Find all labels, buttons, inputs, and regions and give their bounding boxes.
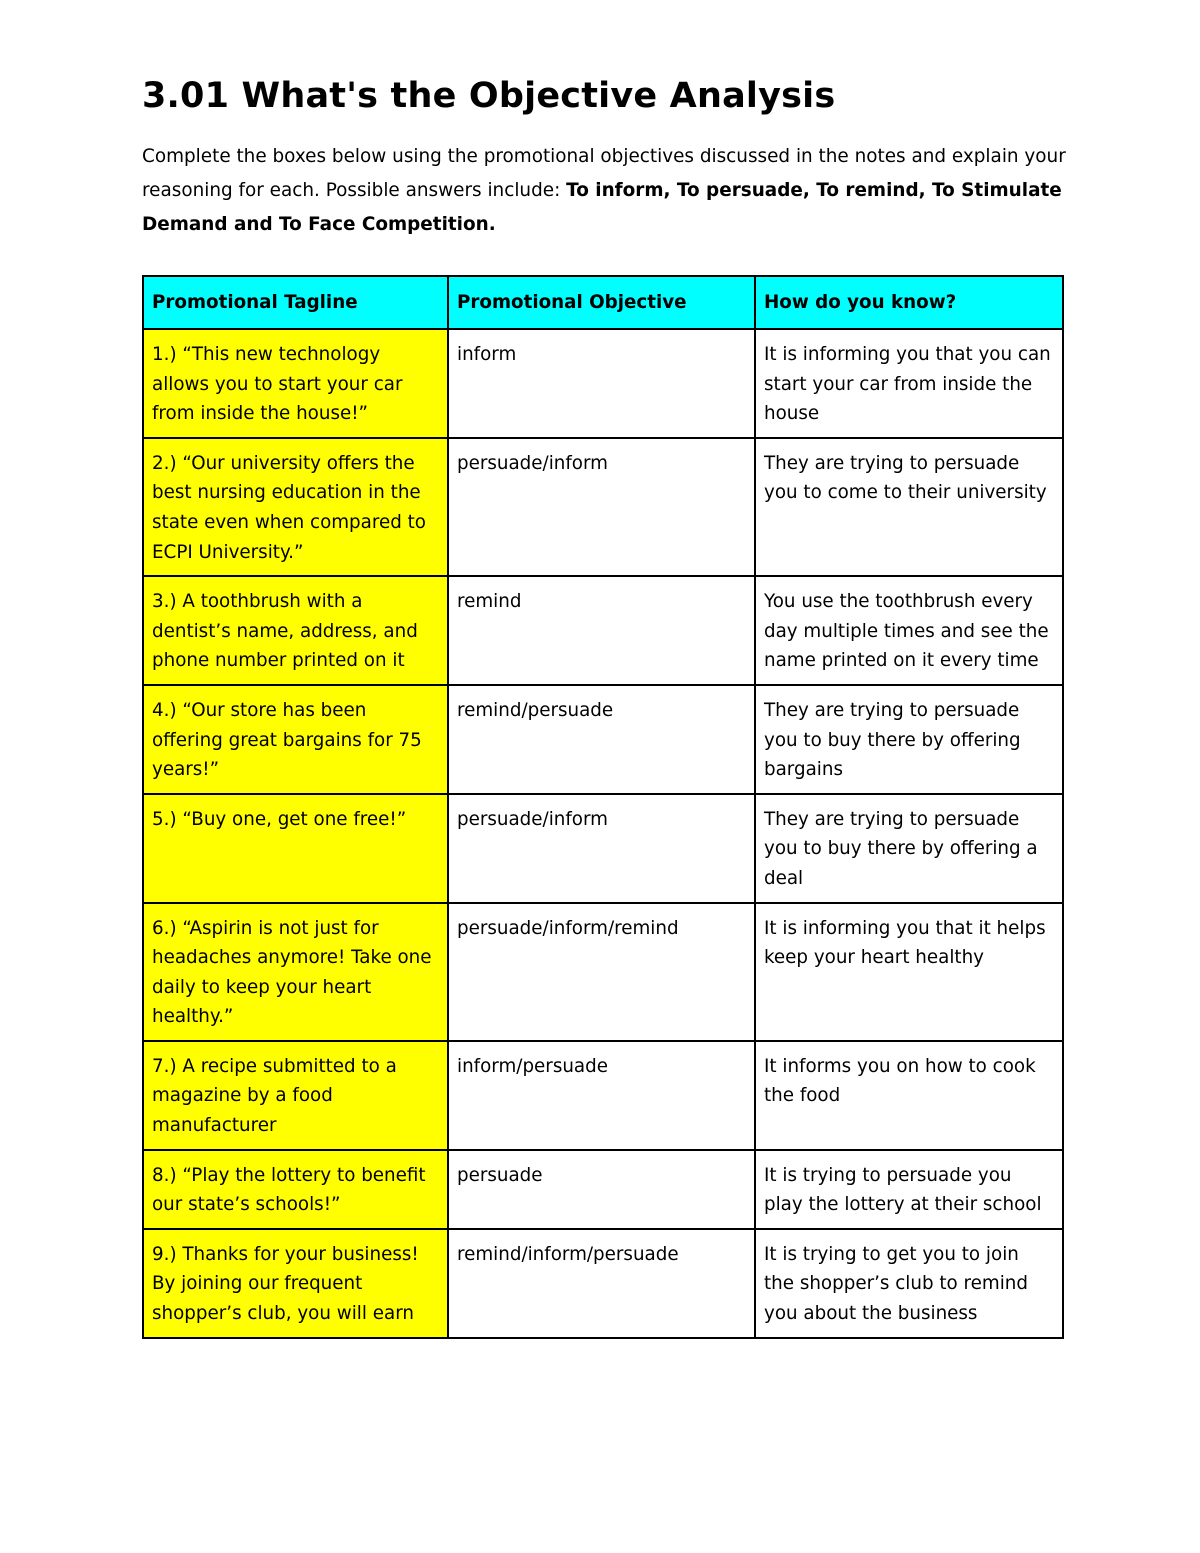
tagline-cell — [143, 1229, 448, 1338]
tagline-cell: 7.) A recipe submitted to a magazine by a food manufacturer — [143, 1041, 448, 1150]
table-row — [143, 438, 1063, 576]
tagline-cell: 3.) A toothbrush with a dentist’s name, address, and phone number printed on it — [143, 576, 448, 685]
page-title: 3.01 What's the Objective Analysis — [142, 76, 836, 116]
objective-cell: remind — [448, 576, 755, 685]
possible-answers: To inform, To persuade, To remind, To Stimulate Demand and To Face Competition. — [142, 180, 1062, 235]
table-header-row — [143, 276, 1063, 329]
reason-cell: You use the toothbrush every day multiple times and see the name printed on it every time — [755, 576, 1063, 685]
table-row — [143, 1229, 1063, 1338]
analysis-table — [142, 275, 1064, 1339]
reason-cell: They are trying to persuade you to buy there by offering bargains — [755, 685, 1063, 794]
objective-cell: persuade/inform — [448, 794, 755, 903]
document-page — [142, 70, 1066, 1325]
tagline-cell: 5.) “Buy one, get one free!” — [143, 794, 448, 903]
table-row — [143, 1150, 1063, 1229]
reason-cell: It informs you on how to cook the food — [755, 1041, 1063, 1150]
tagline-cell: 4.) “Our store has been offering great bargains for 75 years!” — [143, 685, 448, 794]
tagline-cell: 1.) “This new technology allows you to start your car from inside the house!” — [143, 329, 448, 438]
tagline-cell: 8.) “Play the lottery to benefit our state’s schools!” — [143, 1150, 448, 1229]
objective-cell — [448, 1229, 755, 1338]
objective-cell: inform/persuade — [448, 1041, 755, 1150]
reason-cell — [755, 1229, 1063, 1338]
tagline-cell: 2.) “Our university offers the best nursing education in the state even when compared to ECPI University.” — [143, 438, 448, 576]
reason-cell: It is informing you that it helps keep your heart healthy — [755, 903, 1063, 1041]
table-row — [143, 794, 1063, 903]
instructions-text: Complete the boxes below using the promotional objectives discussed in the notes and explain your reasoning for each. Possible answers include: — [142, 146, 1066, 201]
table-row — [143, 903, 1063, 1041]
header-promotional-tagline: Promotional Tagline — [143, 276, 448, 329]
reason-cell: They are trying to persuade you to buy there by offering a deal — [755, 794, 1063, 903]
table-row — [143, 329, 1063, 438]
objective-cell: persuade/inform/remind — [448, 903, 755, 1041]
objective-cell-text: remind/inform/persuade — [457, 1243, 679, 1265]
reason-cell-text: It is trying to get you to join the shopper’s club to remind you about the business — [764, 1243, 1028, 1325]
objective-cell: remind/persuade — [448, 685, 755, 794]
objective-cell: persuade/inform — [448, 438, 755, 576]
instructions — [142, 140, 1067, 242]
tagline-cell-text: 9.) Thanks for your business! By joining our frequent shopper’s club, you will earn — [152, 1243, 419, 1325]
reason-cell: It is informing you that you can start your car from inside the house — [755, 329, 1063, 438]
header-how-do-you-know: How do you know? — [755, 276, 1063, 329]
tagline-cell: 6.) “Aspirin is not just for headaches anymore! Take one daily to keep your heart healthy.” — [143, 903, 448, 1041]
table-row — [143, 685, 1063, 794]
objective-cell: persuade — [448, 1150, 755, 1229]
table-row — [143, 576, 1063, 685]
reason-cell: It is trying to persuade you play the lottery at their school — [755, 1150, 1063, 1229]
reason-cell: They are trying to persuade you to come to their university — [755, 438, 1063, 576]
objective-cell: inform — [448, 329, 755, 438]
header-promotional-objective: Promotional Objective — [448, 276, 755, 329]
table-row — [143, 1041, 1063, 1150]
